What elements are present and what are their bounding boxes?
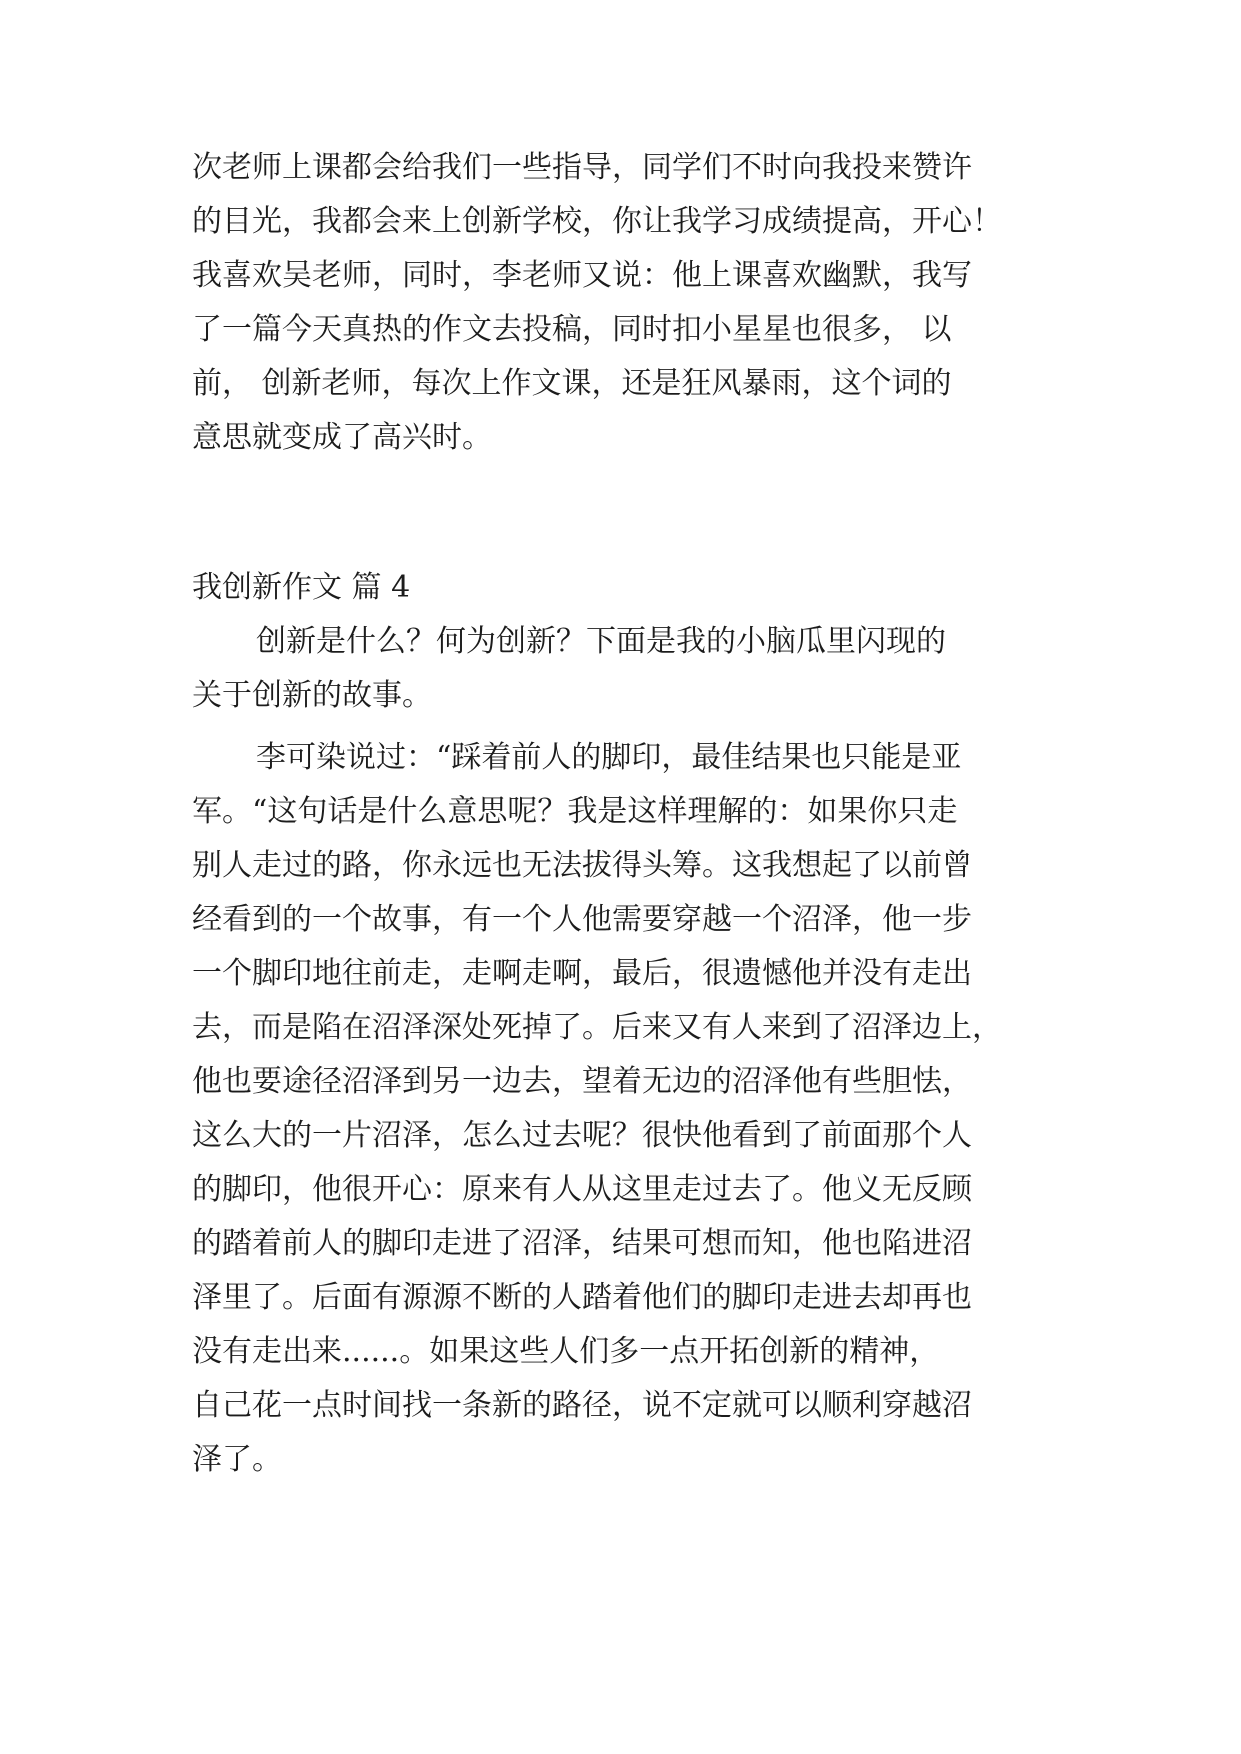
text-line: 了一篇今天真热的作文去投稿，同时扣小星星也很多， 以 bbox=[192, 312, 952, 347]
text-line: 别人走过的路，你永远也无法拔得头筹。这我想起了以前曾 bbox=[192, 848, 972, 883]
text-line: 这么大的一片沼泽，怎么过去呢？很快他看到了前面那个人 bbox=[192, 1118, 972, 1153]
text-line: 李可染说过：“踩着前人的脚印，最佳结果也只能是亚 bbox=[256, 740, 962, 775]
text-line: 没有走出来......。如果这些人们多一点开拓创新的精神， bbox=[192, 1334, 940, 1369]
text-line: 他也要途径沼泽到另一边去，望着无边的沼泽他有些胆怯， bbox=[192, 1064, 972, 1099]
text-line: 创新是什么？何为创新？下面是我的小脑瓜里闪现的 bbox=[256, 624, 946, 659]
text-line: 军。“这句话是什么意思呢？我是这样理解的：如果你只走 bbox=[192, 794, 958, 829]
text-line: 泽里了。后面有源源不断的人踏着他们的脚印走进去却再也 bbox=[192, 1280, 972, 1315]
text-line: 泽了。 bbox=[192, 1442, 282, 1477]
text-line: 的目光，我都会来上创新学校，你让我学习成绩提高，开心！ bbox=[192, 204, 1002, 239]
text-line: 我喜欢吴老师，同时，李老师又说：他上课喜欢幽默，我写 bbox=[192, 258, 972, 293]
text-line: 经看到的一个故事，有一个人他需要穿越一个沼泽，他一步 bbox=[192, 902, 972, 937]
text-line: 关于创新的故事。 bbox=[192, 678, 432, 713]
text-line: 一个脚印地往前走，走啊走啊，最后，很遗憾他并没有走出 bbox=[192, 956, 972, 991]
text-line: 的踏着前人的脚印走进了沼泽，结果可想而知，他也陷进沼 bbox=[192, 1226, 972, 1261]
text-line: 前， 创新老师，每次上作文课，还是狂风暴雨，这个词的 bbox=[192, 366, 952, 401]
text-line: 意思就变成了高兴时。 bbox=[192, 420, 492, 455]
text-line: 的脚印，他很开心：原来有人从这里走过去了。他义无反顾 bbox=[192, 1172, 972, 1207]
section-heading: 我创新作文 篇 4 bbox=[192, 570, 411, 605]
text-line: 去，而是陷在沼泽深处死掉了。后来又有人来到了沼泽边上， bbox=[192, 1010, 1002, 1045]
text-line: 自己花一点时间找一条新的路径，说不定就可以顺利穿越沼 bbox=[192, 1388, 972, 1423]
text-line: 次老师上课都会给我们一些指导，同学们不时向我投来赞许 bbox=[192, 150, 972, 185]
